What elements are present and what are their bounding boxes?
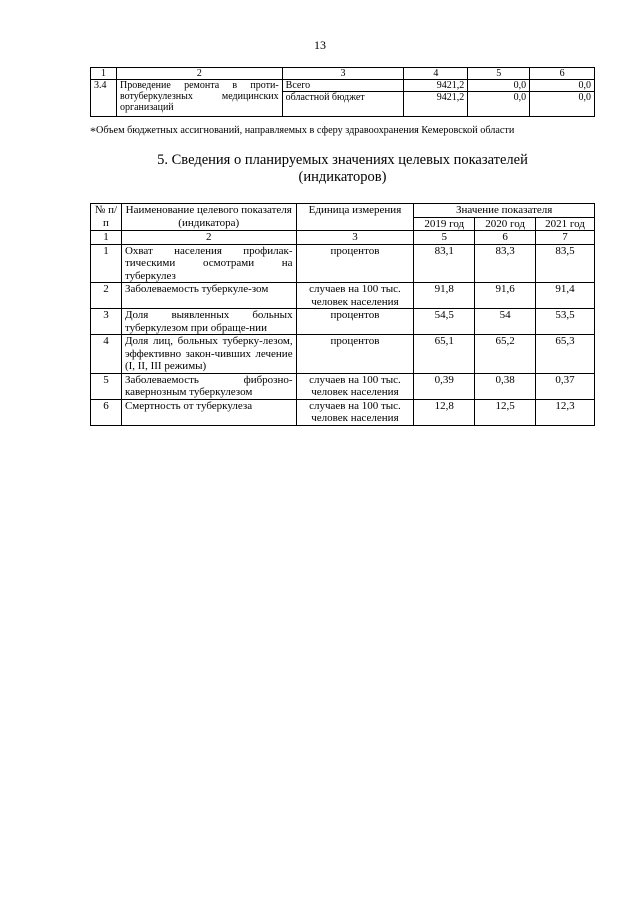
- header-year: 2021 год: [536, 217, 595, 231]
- table-row: [91, 373, 595, 399]
- indicators-table: [90, 203, 595, 426]
- row-num: 1: [91, 244, 122, 283]
- row-name: Охват населения профилак-тическими осмотрами на туберкулез: [121, 244, 296, 283]
- row-name: Доля лиц, больных туберку-лезом, эффективно закон-чивших лечение (I, II, III режимы): [121, 335, 296, 374]
- row-value-2021: 12,3: [536, 399, 595, 425]
- footnote-star: *: [90, 124, 96, 138]
- value-col4: 9421,2: [404, 80, 468, 92]
- row-value-2020: 0,38: [475, 373, 536, 399]
- value-col5: 0,0: [468, 92, 530, 117]
- table-row: [91, 399, 595, 425]
- table-row: [91, 309, 595, 335]
- budget-col-5: 5: [468, 68, 530, 80]
- row-value-2021: 83,5: [536, 244, 595, 283]
- header-unit: Единица измерения: [296, 204, 414, 231]
- value-col4: 9421,2: [404, 92, 468, 117]
- row-value-2021: 91,4: [536, 283, 595, 309]
- row-value-2019: 65,1: [414, 335, 475, 374]
- col-number: 5: [414, 231, 475, 245]
- row-value-2020: 83,3: [475, 244, 536, 283]
- row-value-2020: 54: [475, 309, 536, 335]
- section-title-line1: 5. Сведения о планируемых значениях целевых показателей: [157, 152, 528, 168]
- row-unit: случаев на 100 тыс. человек населения: [296, 373, 414, 399]
- row-unit: процентов: [296, 309, 414, 335]
- row-value-2021: 53,5: [536, 309, 595, 335]
- budget-col-1: 1: [91, 68, 117, 80]
- value-col6: 0,0: [530, 80, 595, 92]
- table-row: [91, 80, 595, 92]
- col-number: 1: [91, 231, 122, 245]
- indicators-header-row: [91, 204, 595, 218]
- row-num: 4: [91, 335, 122, 374]
- row-value-2019: 0,39: [414, 373, 475, 399]
- row-name: Доля выявленных больных туберкулезом при обраще-нии: [121, 309, 296, 335]
- row-value-2019: 91,8: [414, 283, 475, 309]
- row-name: Заболеваемость фиброзно-кавернозным туберкулезом: [121, 373, 296, 399]
- col-number: 6: [475, 231, 536, 245]
- col-number: 2: [121, 231, 296, 245]
- footnote: [90, 124, 600, 139]
- row-value-2021: 0,37: [536, 373, 595, 399]
- row-value-2021: 65,3: [536, 335, 595, 374]
- header-num: № п/п: [91, 204, 122, 231]
- budget-col-2: 2: [116, 68, 282, 80]
- header-year: 2019 год: [414, 217, 475, 231]
- header-value-group: Значение показателя: [414, 204, 595, 218]
- row-value-2020: 91,6: [475, 283, 536, 309]
- budget-table: [90, 67, 595, 117]
- header-name: Наименование целевого показателя (индикатора): [121, 204, 296, 231]
- row-name: Проведение ремонта в проти-вотуберкулезных медицинских организаций: [116, 80, 282, 117]
- row-num: 2: [91, 283, 122, 309]
- budget-col-4: 4: [404, 68, 468, 80]
- row-unit: процентов: [296, 335, 414, 374]
- header-year: 2020 год: [475, 217, 536, 231]
- budget-col-6: 6: [530, 68, 595, 80]
- row-unit: случаев на 100 тыс. человек населения: [296, 399, 414, 425]
- value-col6: 0,0: [530, 92, 595, 117]
- section-title-line2: (индикаторов): [298, 169, 387, 185]
- col-number: 3: [296, 231, 414, 245]
- row-value-2020: 12,5: [475, 399, 536, 425]
- source-total: Всего: [282, 80, 404, 92]
- budget-table-header-row: [91, 68, 595, 80]
- table-row: [91, 244, 595, 283]
- row-value-2019: 83,1: [414, 244, 475, 283]
- budget-col-3: 3: [282, 68, 404, 80]
- page-number: 13: [314, 38, 326, 52]
- row-name: Смертность от туберкулеза: [121, 399, 296, 425]
- table-row: [91, 335, 595, 374]
- row-name: Заболеваемость туберкуле-зом: [121, 283, 296, 309]
- row-value-2019: 12,8: [414, 399, 475, 425]
- col-number: 7: [536, 231, 595, 245]
- footnote-text: Объем бюджетных ассигнований, направляемых в сферу здравоохранения Кемеровской области: [96, 125, 515, 136]
- row-unit: процентов: [296, 244, 414, 283]
- indicators-col-numbers-row: [91, 231, 595, 245]
- row-value-2019: 54,5: [414, 309, 475, 335]
- section-title: [90, 152, 595, 186]
- table-row: [91, 283, 595, 309]
- value-col5: 0,0: [468, 80, 530, 92]
- row-unit: случаев на 100 тыс. человек населения: [296, 283, 414, 309]
- row-num: 6: [91, 399, 122, 425]
- row-number: 3.4: [91, 80, 117, 117]
- row-value-2020: 65,2: [475, 335, 536, 374]
- row-num: 5: [91, 373, 122, 399]
- source-regional: областной бюджет: [282, 92, 404, 117]
- row-num: 3: [91, 309, 122, 335]
